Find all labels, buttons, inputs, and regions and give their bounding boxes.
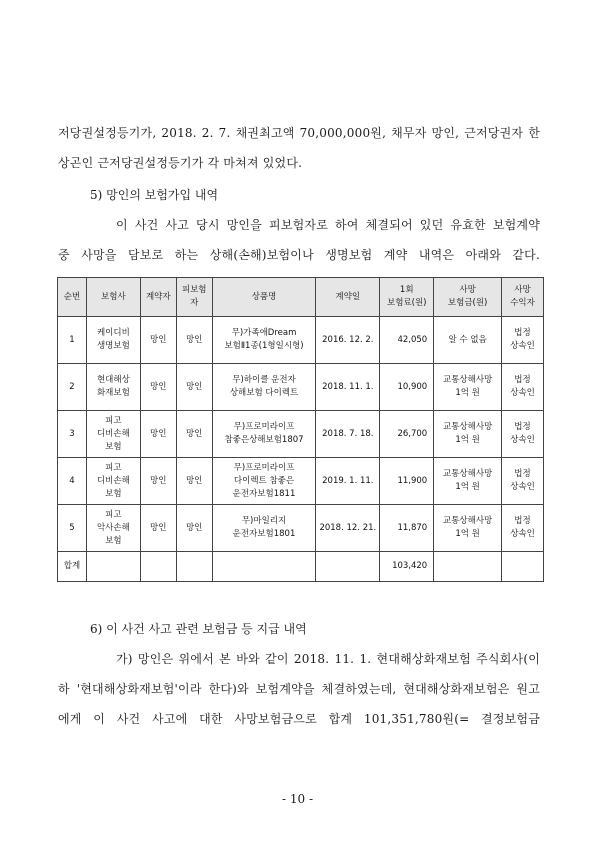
cell-insurer: 현대해상 화재보험 [86, 364, 140, 411]
cell-insured: 망인 [176, 458, 212, 505]
cell-product: 무)마일리지 운전자보험1801 [212, 505, 316, 552]
cell-contractor: 망인 [140, 317, 176, 364]
paragraph-insurance-intro [58, 210, 540, 270]
cell-death-benefit: 교통상해사망 1억 원 [434, 364, 502, 411]
cell-contractor: 망인 [140, 411, 176, 458]
table-row [58, 505, 544, 552]
cell-no: 2 [58, 364, 87, 411]
cell-contractor: 망인 [140, 505, 176, 552]
cell-insurer: 피고 디비손해 보험 [86, 458, 140, 505]
page-number: - 10 - [281, 792, 313, 806]
cell-insurer: 피고 디비손해 보험 [86, 411, 140, 458]
cell-product: 무)하이클 운전자 상해보험 다이렉트 [212, 364, 316, 411]
cell-date: 2018. 11. 1. [316, 364, 380, 411]
cell-date: 2018. 12. 21. [316, 505, 380, 552]
header-death-benefit: 사망 보험금(원) [434, 278, 502, 317]
cell-no: 5 [58, 505, 87, 552]
cell-product: 무)프로미라이프 참좋은상해보험1807 [212, 411, 316, 458]
cell-date: 2016. 12. 2. [316, 317, 380, 364]
text-line: 가) 망인은 위에서 본 바와 같이 2018. 11. 1. 현대해상화재보험 주식회사(이 [116, 652, 540, 666]
cell-beneficiary: 법정 상속인 [502, 317, 544, 364]
cell-premium: 42,050 [380, 317, 434, 364]
cell-premium: 11,870 [380, 505, 434, 552]
cell-premium: 26,700 [380, 411, 434, 458]
section-heading-insurance: 5) 망인의 보험가입 내역 [90, 188, 219, 202]
cell-product: 무)가족애Dream 보험Ⅱ1종(1형일시형) [212, 317, 316, 364]
header-insured: 피보험 자 [176, 278, 212, 317]
header-date: 계약일 [316, 278, 380, 317]
table-body [58, 317, 544, 582]
cell-beneficiary: 법정 상속인 [502, 458, 544, 505]
cell-death-benefit: 교통상해사망 1억 원 [434, 505, 502, 552]
cell-date: 2019. 1. 11. [316, 458, 380, 505]
total-premium: 103,420 [380, 552, 434, 582]
text-line: 에게 이 사건 사고에 대한 사망보험금으로 합계 101,351,780원(= 결정보험금 [58, 712, 540, 726]
cell-date: 2018. 7. 18. [316, 411, 380, 458]
table-row [58, 458, 544, 505]
cell-insurer: 피고 악사손해 보험 [86, 505, 140, 552]
cell-no: 4 [58, 458, 87, 505]
text-line: 저당권설정등기가, 2018. 2. 7. 채권최고액 70,000,000원, 채무자 망인, 근저당권자 한 [58, 126, 540, 140]
table-row [58, 317, 544, 364]
header-no: 순번 [58, 278, 87, 317]
cell-beneficiary: 법정 상속인 [502, 364, 544, 411]
cell-premium: 11,900 [380, 458, 434, 505]
cell-insurer: 케이디비 생명보험 [86, 317, 140, 364]
header-premium: 1회 보험료(원) [380, 278, 434, 317]
table-header-row [58, 278, 544, 317]
cell-no: 3 [58, 411, 87, 458]
cell-contractor: 망인 [140, 458, 176, 505]
cell-product: 무)프로미라이프 다이렉트 참좋은 운전자보험1811 [212, 458, 316, 505]
cell-death-benefit: 알 수 없음 [434, 317, 502, 364]
cell-beneficiary: 법정 상속인 [502, 411, 544, 458]
cell-death-benefit: 교통상해사망 1억 원 [434, 458, 502, 505]
header-contractor: 계약자 [140, 278, 176, 317]
text-line: 중 사망을 담보로 하는 상해(손해)보험이나 생명보험 계약 내역은 아래와 같다. [58, 248, 540, 262]
text-line: 이 사건 사고 당시 망인을 피보험자로 하여 체결되어 있던 유효한 보험계약 [116, 218, 540, 232]
paragraph-mortgage [58, 118, 540, 178]
cell-beneficiary: 법정 상속인 [502, 505, 544, 552]
insurance-table [57, 277, 544, 582]
cell-insured: 망인 [176, 411, 212, 458]
cell-premium: 10,900 [380, 364, 434, 411]
cell-no: 1 [58, 317, 87, 364]
paragraph-payments [58, 644, 540, 734]
cell-insured: 망인 [176, 505, 212, 552]
header-insurer: 보험사 [86, 278, 140, 317]
table-total-row [58, 552, 544, 582]
table-row [58, 411, 544, 458]
text-line: 하 '현대해상화재보험'이라 한다)와 보험계약을 체결하였는데, 현대해상화재보험은 원고 [58, 682, 540, 696]
text-line: 상곤인 근저당권설정등기가 각 마쳐져 있었다. [58, 156, 303, 170]
total-label: 합계 [58, 552, 87, 582]
cell-insured: 망인 [176, 364, 212, 411]
cell-death-benefit: 교통상해사망 1억 원 [434, 411, 502, 458]
header-beneficiary: 사망 수익자 [502, 278, 544, 317]
header-product: 상품명 [212, 278, 316, 317]
cell-insured: 망인 [176, 317, 212, 364]
cell-contractor: 망인 [140, 364, 176, 411]
table-row [58, 364, 544, 411]
section-heading-payments: 6) 이 사건 사고 관련 보험금 등 지급 내역 [90, 622, 307, 636]
